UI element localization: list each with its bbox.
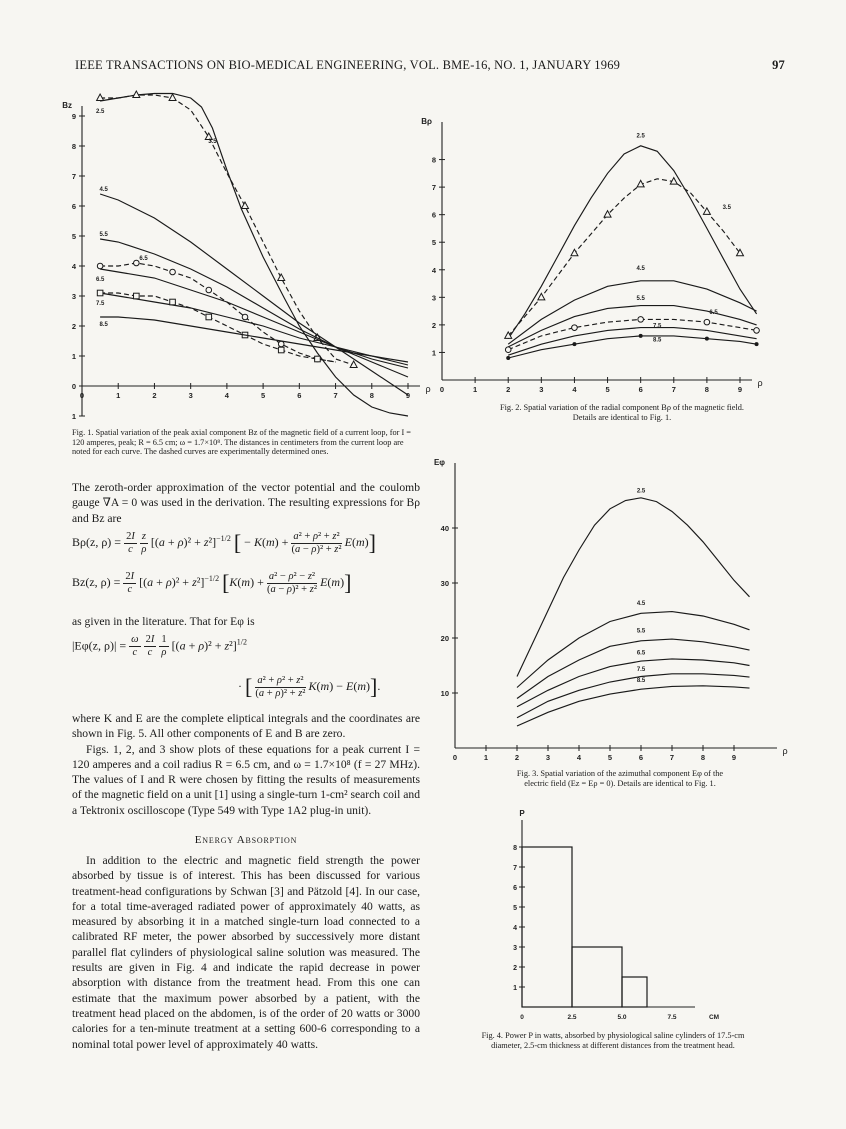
y-tick-label: 3 bbox=[431, 293, 436, 303]
curve-label: 2.5 bbox=[636, 133, 645, 140]
paragraph-derivation bbox=[72, 480, 420, 526]
data-point bbox=[170, 269, 176, 275]
x-axis-label: ρ bbox=[757, 378, 763, 388]
figure-2-chart bbox=[421, 92, 775, 397]
data-point bbox=[754, 328, 760, 334]
y-tick-label: 3 bbox=[513, 945, 517, 952]
y-tick-label: 2 bbox=[513, 965, 517, 972]
curve-label: 7.5 bbox=[636, 667, 646, 673]
curve-label: 5.5 bbox=[99, 232, 108, 238]
x-tick-label: 7.5 bbox=[667, 1014, 677, 1021]
x-tick-label: 6 bbox=[638, 385, 643, 394]
paragraph-energy bbox=[72, 853, 420, 1052]
x-tick-label: 4 bbox=[576, 753, 582, 762]
x-tick-label: 2 bbox=[514, 753, 520, 762]
series-line bbox=[517, 612, 750, 688]
series-line bbox=[508, 336, 756, 358]
x-tick-label: 8 bbox=[704, 385, 709, 394]
series-line bbox=[100, 94, 411, 417]
y-axis-label: Eφ bbox=[433, 458, 445, 467]
y-axis-label: Bz bbox=[62, 101, 72, 110]
x-tick-label: 9 bbox=[737, 385, 743, 394]
x-tick-label: 0 bbox=[439, 385, 445, 394]
x-tick-label: 6 bbox=[638, 753, 644, 762]
curve-label: 8.5 bbox=[653, 337, 662, 344]
equation-e-phi-lhs: |Eφ(z, ρ)| = bbox=[72, 638, 130, 653]
x-tick-label: CM bbox=[708, 1014, 720, 1021]
curve-label: 8.5 bbox=[99, 322, 108, 328]
data-point bbox=[703, 208, 710, 215]
curve-label: 8.5 bbox=[636, 678, 646, 684]
x-tick-label: 3 bbox=[539, 385, 544, 394]
x-axis-label: ρ bbox=[782, 746, 788, 756]
y-tick-label: 10 bbox=[440, 689, 449, 698]
paragraph-4: Figs. 1, 2, and 3 show plots of these equations for a peak current I = 120 amperes and a coil radius R = 6.5 cm, and ω = 1.7×10⁸ (f = 27 MHz). The values of I and R were chosen by fitting the results of measurements of the magnetic field on a unit [1] using a single-turn 1-cm² search coil and a Tektronix oscilloscope (Type 549 with Type 1A2 plug-in unit). bbox=[72, 742, 420, 817]
series-line bbox=[517, 686, 750, 726]
data-point bbox=[134, 260, 140, 266]
figure-3-chart bbox=[425, 448, 788, 763]
y-tick-label: 8 bbox=[431, 155, 436, 165]
y-tick-label: 6 bbox=[431, 210, 436, 220]
data-point bbox=[206, 314, 212, 320]
equation-b-z: Bz(z, ρ) = $\frac{2I}{c}$ $[(a + \rho)^2 + z^2]^{-1/2}$ [K(m) + $\frac{\text{a² − ρ² − z²}}{\text{(a − ρ)² + z²}}$ E(m)] bbox=[72, 570, 352, 595]
curve-label: 6.5 bbox=[636, 650, 646, 657]
data-point bbox=[639, 334, 643, 338]
figure-2-caption-line-2: Details are identical to Fig. 1. bbox=[572, 412, 672, 422]
data-point bbox=[704, 319, 710, 325]
figure-4-caption bbox=[438, 1031, 788, 1050]
y-tick-label: 8 bbox=[71, 142, 76, 151]
y-tick-label: 1 bbox=[71, 412, 76, 421]
y-tick-label: 1 bbox=[431, 348, 436, 358]
equation-b-rho: Bρ(z, ρ) = $\frac{2I}{c}$ $\frac{z}{\rho}$ $[(a + \rho)^2 + z^2]^{-1/2}$ [ − K(m) + $\frac{\text{a² + ρ² + z²}}{\text{(a − ρ)² + z²}}$ E(m)] bbox=[72, 530, 376, 555]
x-tick-label: 8 bbox=[369, 391, 374, 400]
y-tick-label: 2 bbox=[431, 320, 436, 330]
histogram-bar bbox=[622, 977, 647, 1007]
equation-e-phi: |Eφ(z, ρ)| = $\frac{\omega}{c}$ $\frac{2I}{c}$ $\frac{1}{\rho}$ $[(a + \rho)^2 + z^2]^{1/2}$ bbox=[72, 634, 247, 658]
curve-label: 4.5 bbox=[99, 187, 108, 193]
data-point bbox=[134, 293, 140, 299]
y-tick-label: 5 bbox=[71, 232, 76, 241]
y-axis-label: P bbox=[519, 809, 525, 818]
x-tick-label: 5 bbox=[607, 753, 613, 762]
x-tick-label: 0 bbox=[520, 1014, 524, 1021]
data-point bbox=[571, 249, 578, 256]
curve-label: 2.5 bbox=[636, 488, 646, 495]
y-tick-label: 9 bbox=[71, 112, 76, 121]
y-tick-label: 4 bbox=[513, 925, 517, 932]
x-tick-label: 4 bbox=[572, 385, 577, 394]
x-tick-label: 7 bbox=[333, 391, 338, 400]
series-line bbox=[100, 95, 354, 365]
y-tick-label: 6 bbox=[513, 885, 517, 892]
y-tick-label: 4 bbox=[431, 265, 436, 275]
data-point bbox=[315, 356, 321, 362]
y-tick-label: 1 bbox=[513, 985, 517, 992]
equation-b-rho-lhs: Bρ(z, ρ) = bbox=[72, 534, 125, 549]
y-tick-label: 0 bbox=[71, 382, 76, 391]
data-point bbox=[170, 299, 176, 305]
figure-3-caption-line-2: electric field (Ez = Eρ = 0). Details are identical to Fig. 1. bbox=[524, 778, 716, 788]
x-tick-label: 9 bbox=[405, 391, 411, 400]
data-point bbox=[278, 274, 285, 281]
figure-2-caption bbox=[452, 403, 792, 422]
running-title: IEEE TRANSACTIONS ON BIO-MEDICAL ENGINEERING, VOL. BME-16, NO. 1, JANUARY 1969 bbox=[75, 58, 621, 72]
y-tick-label: 4 bbox=[71, 262, 76, 271]
x-tick-label: 7 bbox=[671, 385, 676, 394]
paragraph-literature bbox=[72, 614, 420, 629]
equation-e-phi-continued: · [ $\frac{\text{a² + ρ² + z²}}{\text{(a + ρ)² + z²}}$ K(m) − E(m)]. bbox=[238, 674, 381, 699]
figure-2-caption-line-1: Fig. 2. Spatial variation of the radial component Bρ of the magnetic field. bbox=[500, 403, 744, 412]
x-tick-label: 9 bbox=[731, 753, 737, 762]
data-point bbox=[572, 325, 578, 331]
series-line bbox=[508, 319, 756, 349]
x-tick-label: 4 bbox=[224, 391, 229, 400]
paragraph-1: The zeroth-order approximation of the vector potential and the coulomb gauge ∇A = 0 was used in the derivation. The resulting expressions for Bρ and Bz are bbox=[72, 481, 420, 525]
data-point bbox=[705, 337, 709, 341]
curve-label: 6.5 bbox=[139, 256, 148, 262]
figure-3-caption bbox=[455, 769, 785, 788]
y-tick-label: 1 bbox=[71, 352, 76, 361]
figure-3-caption-line-1: Fig. 3. Spatial variation of the azimuthal component Eφ of the bbox=[516, 769, 724, 778]
series-line bbox=[508, 306, 756, 347]
curve-label: 6.5 bbox=[709, 309, 718, 316]
page-number: 97 bbox=[772, 58, 785, 72]
paragraph-5: In addition to the electric and magnetic field strength the power absorbed by tissue is of interest. This has been discussed for various treatment-head configurations by Schwan [3] and Pätzold [4]. In our case, for a total time-averaged radiated power of approximately 40 watts, as measured by absorbing it in a matched single-turn load connected to a calibrated RF meter, the power absorbed by successively more distant parallel flat cylinders of physiological saline solution was measured. The results are given in Fig. 4 and indicate the rapid decrease in power absorption with distance from the treatment head. From this one can estimate that the maximum power absorbed by a patient, with the treatment head placed on the abdomen, is of the order of 20 watts or 3000 calories for a ten-minute treatment at a setting 600-6 corresponding to a nominal total power level of approximately 40 watts. bbox=[72, 854, 420, 1051]
x-tick-label: 3 bbox=[188, 391, 193, 400]
series-line bbox=[508, 179, 740, 336]
x-tick-label: 1 bbox=[473, 385, 478, 394]
equation-b-z-lhs: Bz(z, ρ) = bbox=[72, 574, 124, 589]
x-tick-label: 3 bbox=[545, 753, 551, 762]
y-tick-label: 7 bbox=[431, 183, 436, 193]
data-point bbox=[97, 290, 103, 296]
x-tick-label: 7 bbox=[669, 753, 675, 762]
curve-label: 4.5 bbox=[636, 601, 646, 607]
section-heading-energy-absorption: Energy Absorption bbox=[194, 834, 298, 846]
paragraph-3: where K and E are the complete eliptical integrals and the coordinates are shown in Fig. 5. All other components of E and B are zero. bbox=[72, 712, 420, 741]
y-axis-label: Bρ bbox=[421, 117, 432, 126]
y-tick-label: 2 bbox=[71, 322, 76, 331]
curve-label: 2.5 bbox=[95, 109, 105, 115]
y-tick-label: 5 bbox=[513, 905, 517, 912]
curve-label: 6.5 bbox=[95, 277, 105, 283]
series-line bbox=[517, 498, 750, 677]
y-tick-label: 5 bbox=[431, 238, 436, 248]
y-tick-label: 7 bbox=[513, 865, 517, 872]
series-line bbox=[508, 146, 756, 339]
curve-label: 5.5 bbox=[636, 628, 646, 635]
data-point bbox=[169, 94, 176, 101]
data-point bbox=[638, 317, 644, 323]
x-tick-label: 0 bbox=[79, 391, 85, 400]
x-tick-label: 2 bbox=[506, 385, 511, 394]
paragraph-integrals bbox=[72, 711, 420, 818]
figure-1-chart bbox=[60, 86, 430, 421]
series-line bbox=[100, 263, 336, 362]
data-point bbox=[97, 263, 103, 269]
paragraph-2: as given in the literature. That for Eφ is bbox=[72, 615, 255, 628]
figure-4-chart bbox=[500, 809, 720, 1027]
series-line bbox=[517, 639, 750, 698]
x-tick-label: 2.5 bbox=[567, 1014, 577, 1021]
curve-label: 3.5 bbox=[722, 205, 731, 212]
curve-label: 7.5 bbox=[653, 323, 662, 330]
running-header bbox=[75, 58, 785, 73]
y-tick-label: 20 bbox=[440, 634, 449, 643]
data-point bbox=[206, 287, 212, 293]
data-point bbox=[97, 94, 104, 101]
series-line bbox=[508, 328, 756, 356]
data-point bbox=[538, 293, 545, 300]
figure-1-caption: Fig. 1. Spatial variation of the peak axial component Bz of the magnetic field of a current loop, for I = 120 amperes, peak; R = 6.5 cm; ω = 1.7×10⁸. The distances in centimeters from the current loop are noted for each curve. The dashed curves are experimentally determined ones. bbox=[72, 428, 411, 457]
y-tick-label: 3 bbox=[71, 292, 76, 301]
x-tick-label: 1 bbox=[483, 753, 489, 762]
x-axis-label: ρ bbox=[425, 384, 431, 394]
y-tick-label: 30 bbox=[440, 579, 449, 588]
y-tick-label: 40 bbox=[440, 524, 449, 533]
curve-label: 5.5 bbox=[636, 296, 645, 303]
x-tick-label: 1 bbox=[116, 391, 121, 400]
y-tick-label: 7 bbox=[71, 172, 76, 181]
histogram-bar bbox=[572, 947, 622, 1007]
data-point bbox=[242, 202, 249, 209]
data-point bbox=[506, 356, 510, 360]
data-point bbox=[278, 341, 284, 347]
x-tick-label: 8 bbox=[700, 753, 706, 762]
curve-label: 3.5 bbox=[208, 139, 217, 145]
x-tick-label: 2 bbox=[152, 391, 157, 400]
curve-label: 7.5 bbox=[95, 301, 105, 307]
data-point bbox=[572, 342, 576, 346]
y-tick-label: 8 bbox=[513, 845, 517, 852]
x-tick-label: 6 bbox=[297, 391, 302, 400]
x-tick-label: 5 bbox=[261, 391, 266, 400]
data-point bbox=[755, 342, 759, 346]
data-point bbox=[505, 347, 511, 353]
data-point bbox=[242, 314, 248, 320]
histogram-bar bbox=[522, 847, 572, 1007]
curve-label: 4.5 bbox=[636, 265, 645, 272]
x-tick-label: 0 bbox=[452, 753, 458, 762]
data-point bbox=[278, 347, 284, 353]
x-tick-label: 5 bbox=[605, 385, 610, 394]
x-tick-label: 5.0 bbox=[617, 1014, 627, 1021]
y-tick-label: 6 bbox=[71, 202, 76, 211]
figure-4-caption-line-1: Fig. 4. Power P in watts, absorbed by physiological saline cylinders of 17.5-cm bbox=[481, 1031, 745, 1040]
figure-4-caption-line-2: diameter, 2.5-cm thickness at different distances from the treatment head. bbox=[491, 1040, 735, 1050]
